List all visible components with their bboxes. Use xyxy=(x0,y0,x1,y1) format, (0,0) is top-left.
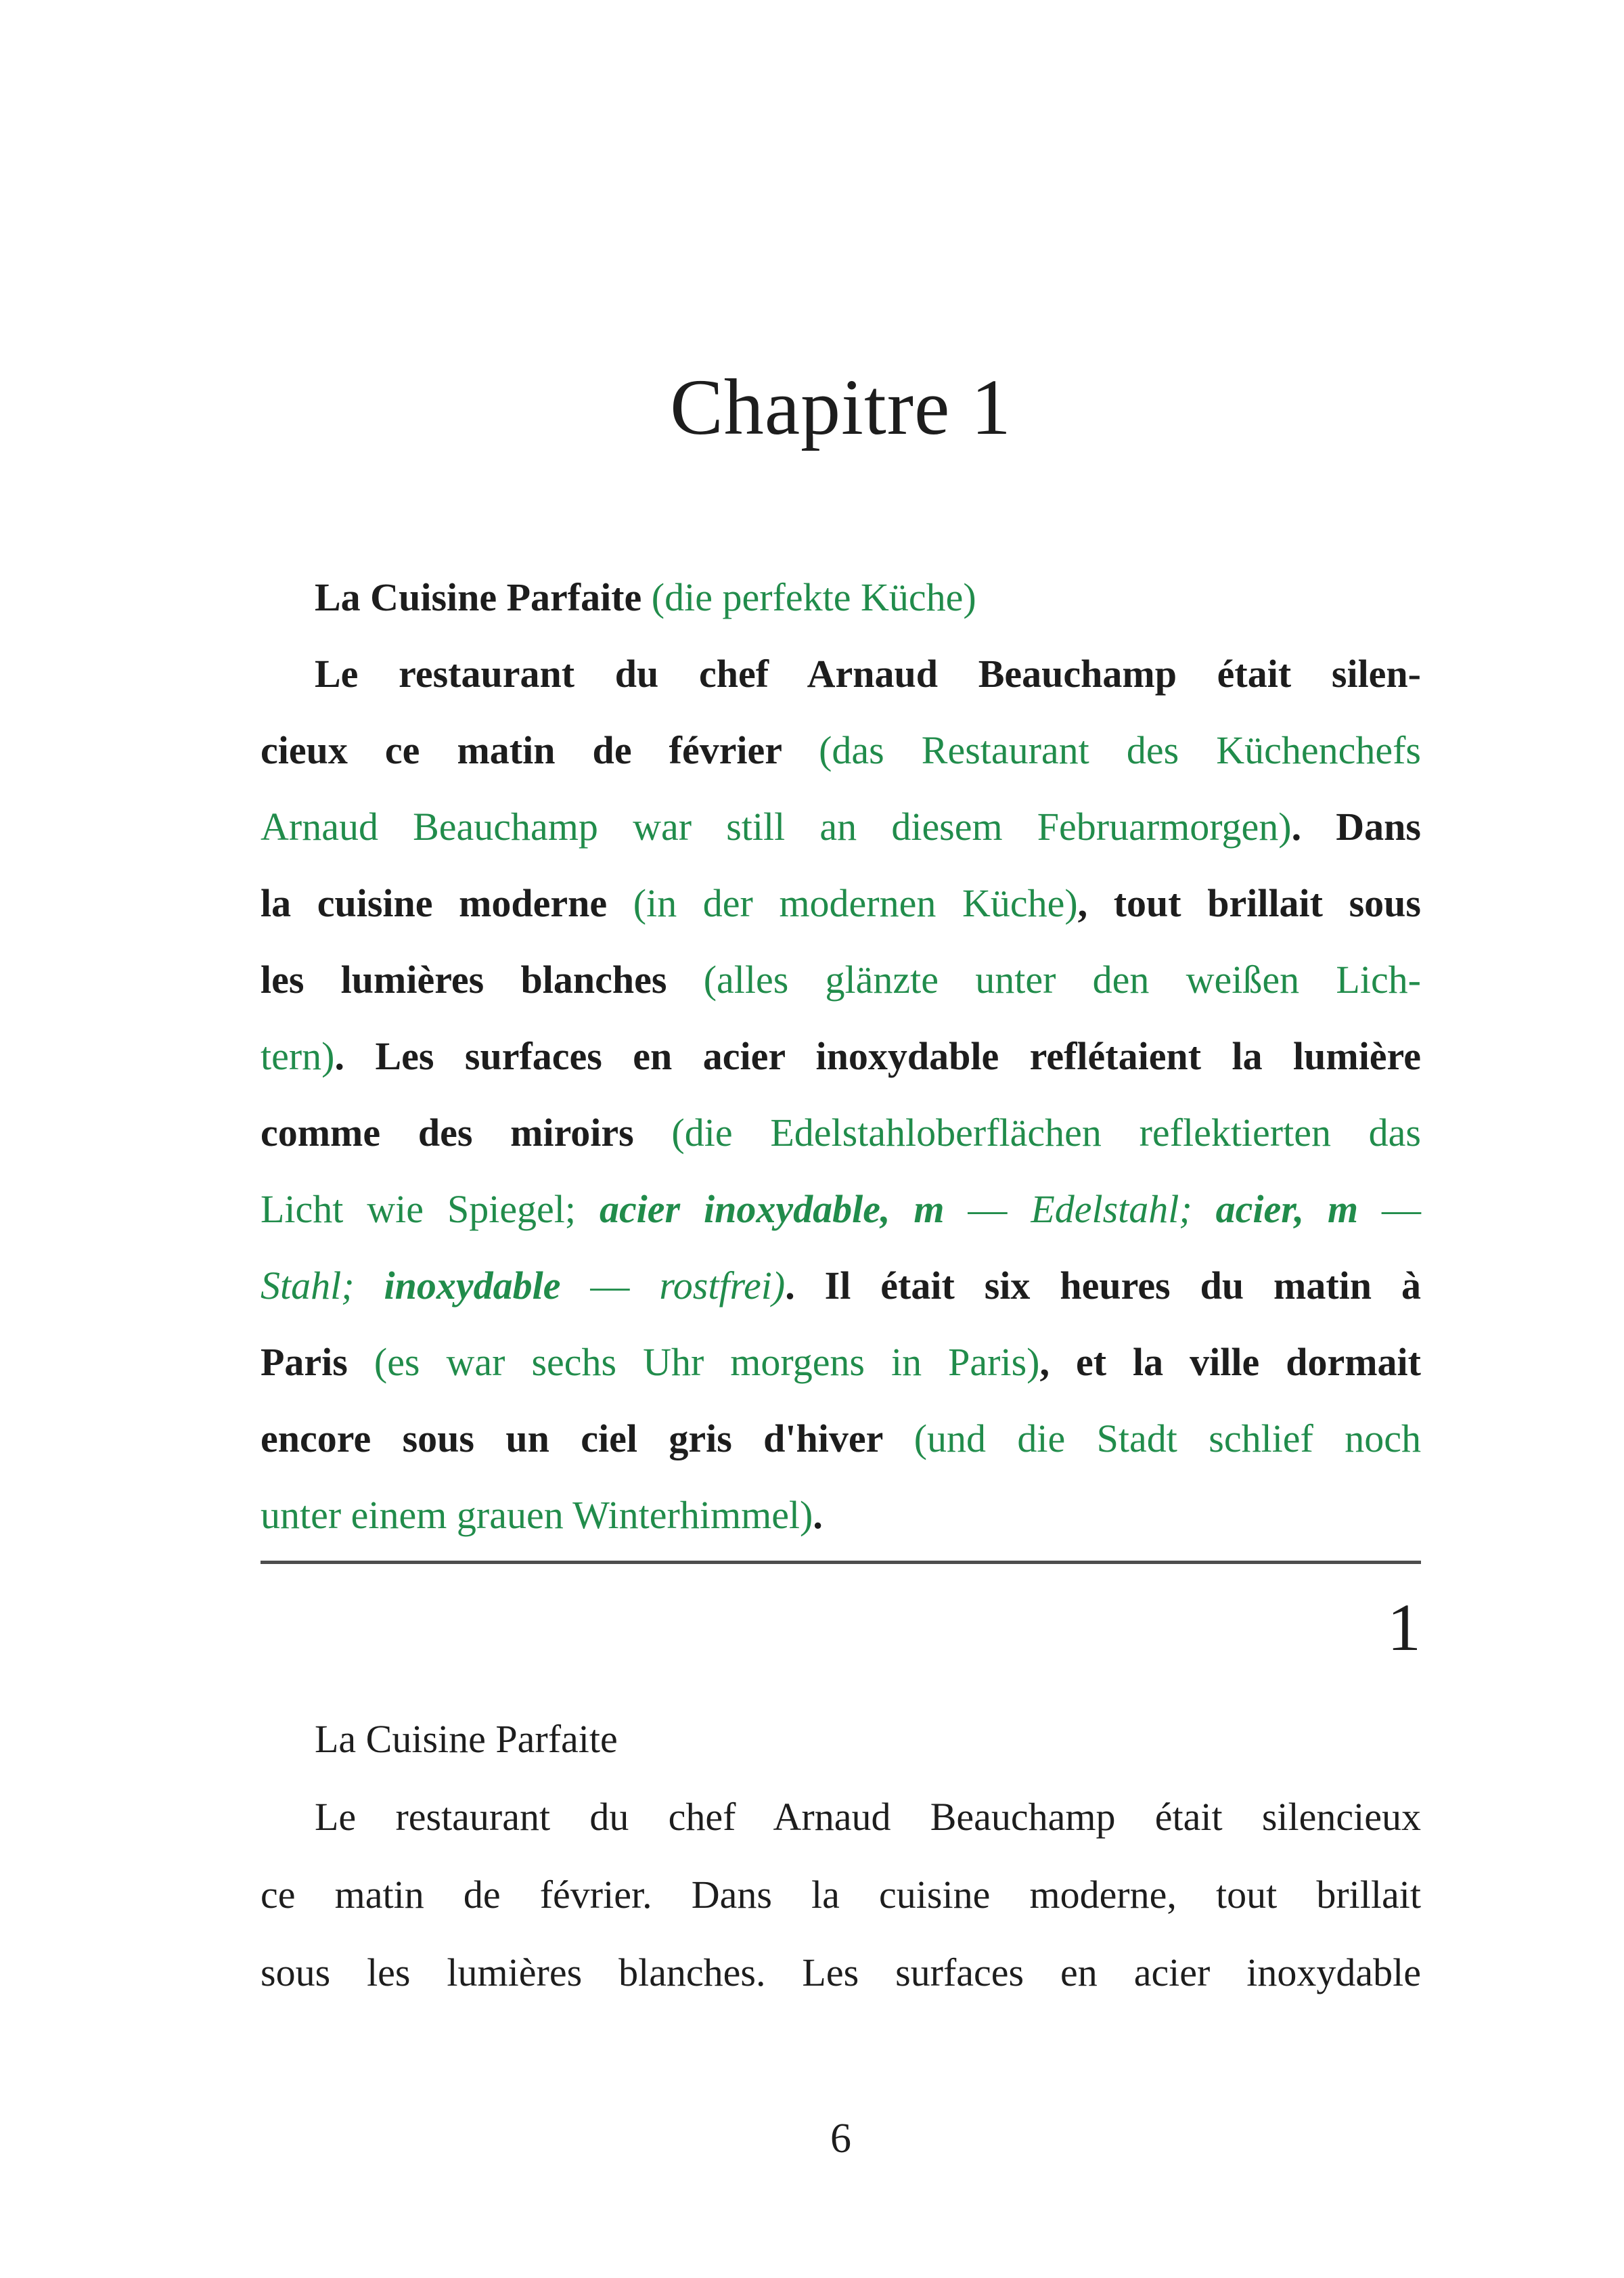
text-segment-german xyxy=(1192,1187,1216,1231)
text-segment-german: acier inoxydable, m xyxy=(599,1187,945,1231)
text-segment-french: comme des miroirs xyxy=(261,1111,672,1155)
text-segment-french: . Il était six heures du matin à xyxy=(785,1264,1422,1308)
text-segment-german: Stahl; xyxy=(261,1264,355,1308)
bilingual-paragraph-block xyxy=(261,559,1421,1553)
text-segment-french: , et la ville dormait xyxy=(1039,1340,1421,1384)
text-segment-german: — xyxy=(1358,1187,1422,1231)
text-segment-french: Paris xyxy=(261,1340,374,1384)
text-segment-german: Licht wie Spiegel; xyxy=(261,1187,600,1231)
text-segment-german: (die Edelstahloberflächen reflektierten das xyxy=(671,1111,1421,1155)
text-segment-french: ce matin de février. Dans la cuisine moderne, tout brillait xyxy=(261,1873,1421,1917)
text-line xyxy=(261,559,1421,635)
text-segment-french: la cuisine moderne xyxy=(261,881,633,925)
text-segment-german: unter einem grauen Winterhimmel) xyxy=(261,1493,813,1537)
text-segment-german: (das Restaurant des Küchenchefs xyxy=(819,728,1421,772)
text-line xyxy=(261,788,1421,865)
text-segment-german: (und die Stadt schlief noch xyxy=(914,1416,1421,1460)
section-number: 1 xyxy=(1387,1590,1421,1665)
text-segment-german: (alles glänzte unter den weißen Lich- xyxy=(703,958,1421,1002)
text-segment-german: (es war sechs Uhr morgens in Paris) xyxy=(374,1340,1040,1384)
text-line xyxy=(261,635,1421,712)
text-segment-german: tern) xyxy=(261,1034,335,1078)
section-divider-rule xyxy=(261,1561,1421,1564)
text-line xyxy=(261,1018,1421,1094)
text-segment-german: Arnaud Beauchamp war still an diesem Februarmorgen) xyxy=(261,805,1292,849)
text-segment-german: inoxydable xyxy=(384,1264,561,1308)
text-line xyxy=(261,712,1421,788)
text-segment-french: encore sous un ciel gris d'hiver xyxy=(261,1416,914,1460)
chapter-title: Chapitre 1 xyxy=(670,363,1012,451)
text-segment-french: Le restaurant du chef Arnaud Beauchamp était silencieux xyxy=(315,1795,1421,1839)
text-segment-french: . Les surfaces en acier inoxydable reflétaient la lumière xyxy=(334,1034,1421,1078)
text-segment-german: — xyxy=(944,1187,1031,1231)
text-segment-german xyxy=(355,1264,384,1308)
text-segment-french: La Cuisine Parfaite xyxy=(315,1717,618,1761)
text-line xyxy=(261,941,1421,1018)
text-line xyxy=(261,1778,1421,1856)
text-segment-german: (die perfekte Küche) xyxy=(651,575,976,619)
text-segment-french: La Cuisine Parfaite xyxy=(315,575,652,619)
text-segment-french: , tout brillait sous xyxy=(1077,881,1421,925)
text-segment-german: — xyxy=(560,1264,660,1308)
page-number: 6 xyxy=(830,2116,851,2162)
text-segment-french: cieux ce matin de février xyxy=(261,728,819,772)
text-line xyxy=(261,1094,1421,1171)
text-line xyxy=(261,1400,1421,1477)
text-segment-german: rostfrei) xyxy=(659,1264,786,1308)
text-segment-french: sous les lumières blanches. Les surfaces en acier inoxydable xyxy=(261,1950,1421,1994)
text-line xyxy=(261,1477,1421,1553)
text-segment-french: . Dans xyxy=(1291,805,1422,849)
plain-text-block xyxy=(261,1700,1421,2011)
text-line xyxy=(261,1856,1421,1934)
text-segment-german: (in der modernen Küche) xyxy=(633,881,1078,925)
text-segment-german: acier, m xyxy=(1215,1187,1359,1231)
text-line xyxy=(261,1247,1421,1324)
text-line xyxy=(261,1171,1421,1247)
text-line xyxy=(261,865,1421,941)
text-line xyxy=(261,1700,1421,1778)
text-segment-french: . xyxy=(813,1493,823,1537)
text-line xyxy=(261,1324,1421,1400)
text-segment-french: les lumières blanches xyxy=(261,958,704,1002)
text-line xyxy=(261,1934,1421,2011)
text-segment-french: Le restaurant du chef Arnaud Beauchamp était silen- xyxy=(315,652,1421,696)
text-segment-german: Edelstahl; xyxy=(1031,1187,1192,1231)
